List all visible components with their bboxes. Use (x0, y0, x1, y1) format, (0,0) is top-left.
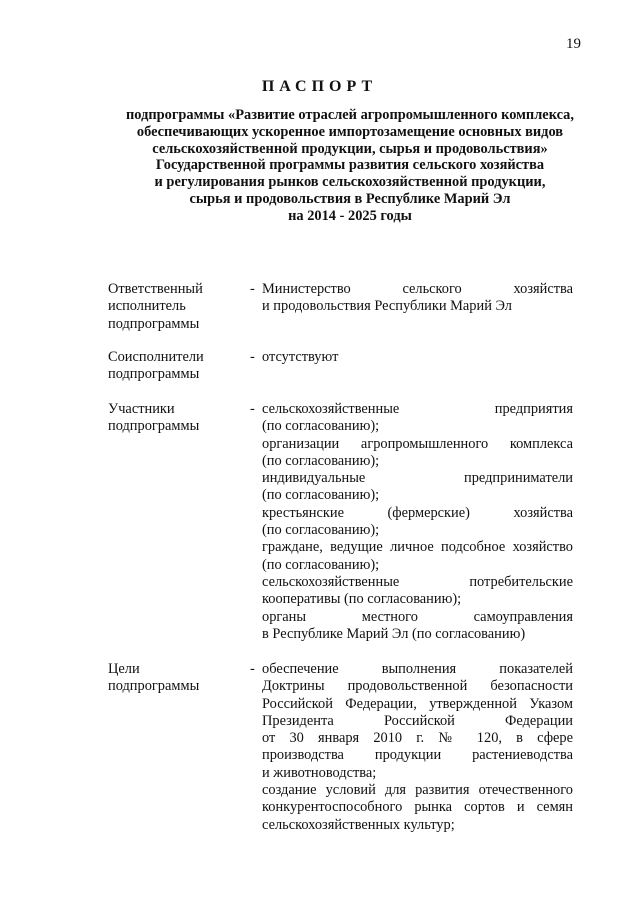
row-value-line: (по согласованию); (262, 418, 380, 435)
passport-row-goals (0, 661, 639, 834)
row-value-line: (по согласованию); (262, 522, 380, 539)
page-number: 19 (566, 36, 581, 52)
row-dash: - (250, 661, 255, 677)
row-label (108, 661, 248, 696)
row-value (262, 349, 573, 366)
passport-row-responsible (0, 281, 639, 333)
row-label (108, 401, 248, 436)
passport-row-participants (0, 401, 639, 643)
row-value-line: Доктрины продовольственной безопасности (262, 678, 573, 695)
subtitle-line: сельскохозяйственной продукции, сырья и продовольствия» (152, 140, 548, 157)
row-value-line: сельскохозяйственные предприятия (262, 401, 573, 417)
row-value-line: обеспечение выполнения показателей (262, 661, 573, 677)
row-value-line: производства продукции растениеводства (262, 747, 573, 764)
passport-table (0, 281, 639, 834)
row-label-line: Ответственный (108, 281, 203, 297)
passport-row-coexecutors (0, 349, 639, 384)
row-value-line: и продовольствия Республики Марий Эл (262, 298, 512, 315)
row-label-line: подпрограммы (108, 678, 200, 695)
subtitle-line: на 2014 - 2025 годы (288, 207, 412, 224)
row-value-line: и животноводства; (262, 764, 377, 781)
row-value-line: конкурентоспособного рынка сортов и семян (262, 799, 573, 816)
row-value (262, 401, 573, 643)
row-label (108, 349, 248, 384)
row-value-line: сельскохозяйственные потребительские (262, 573, 573, 590)
row-dash: - (250, 401, 255, 417)
row-value-line: граждане, ведущие личное подсобное хозяйство (262, 539, 573, 556)
row-label-line: Соисполнители (108, 349, 204, 365)
row-value-line: крестьянские (фермерские) хозяйства (262, 504, 573, 521)
row-value-line: Министерство сельского хозяйства (262, 281, 573, 297)
row-label-line: исполнитель (108, 298, 186, 315)
subtitle-line: обеспечивающих ускоренное импортозамещение основных видов (136, 123, 564, 140)
row-value-line: (по согласованию); (262, 556, 380, 573)
row-label-line: подпрограммы (108, 366, 200, 383)
row-label-line: подпрограммы (108, 315, 200, 332)
row-label-line: Участники (108, 401, 175, 417)
document-title: ПАСПОРТ (261, 78, 378, 95)
row-value-line: кооперативы (по согласованию); (262, 591, 462, 608)
row-value-line: сельскохозяйственных культур; (262, 816, 455, 833)
row-dash: - (250, 281, 255, 297)
row-value-line: Российской Федерации, утвержденной Указом (262, 695, 573, 712)
document-subtitle (60, 107, 639, 225)
row-value-line: (по согласованию); (262, 487, 380, 504)
row-value-line: (по согласованию); (262, 452, 380, 469)
row-value (262, 281, 573, 316)
row-value-line: Президента Российской Федерации (262, 712, 573, 729)
row-value-line: организации агропромышленного комплекса (262, 435, 573, 452)
row-value-line: в Республике Марий Эл (по согласованию) (262, 625, 526, 642)
row-value-line: от 30 января 2010 г. № 120, в сфере (262, 730, 573, 747)
row-value (262, 661, 573, 834)
subtitle-line: и регулирования рынков сельскохозяйственной продукции, (154, 174, 546, 191)
row-value-line: создание условий для развития отечественного (262, 782, 573, 799)
row-value-line: органы местного самоуправления (262, 608, 573, 625)
subtitle-line: подпрограммы «Развитие отраслей агропромышленного комплекса, (126, 107, 574, 123)
row-value-line: отсутствуют (262, 349, 339, 365)
row-label-line: подпрограммы (108, 418, 200, 435)
subtitle-line: Государственной программы развития сельского хозяйства (155, 157, 545, 174)
row-dash: - (250, 349, 255, 365)
subtitle-line: сырья и продовольствия в Республике Марий Эл (189, 190, 511, 207)
row-value-line: индивидуальные предприниматели (262, 470, 573, 487)
row-label (108, 281, 248, 333)
row-label-line: Цели (108, 661, 140, 677)
